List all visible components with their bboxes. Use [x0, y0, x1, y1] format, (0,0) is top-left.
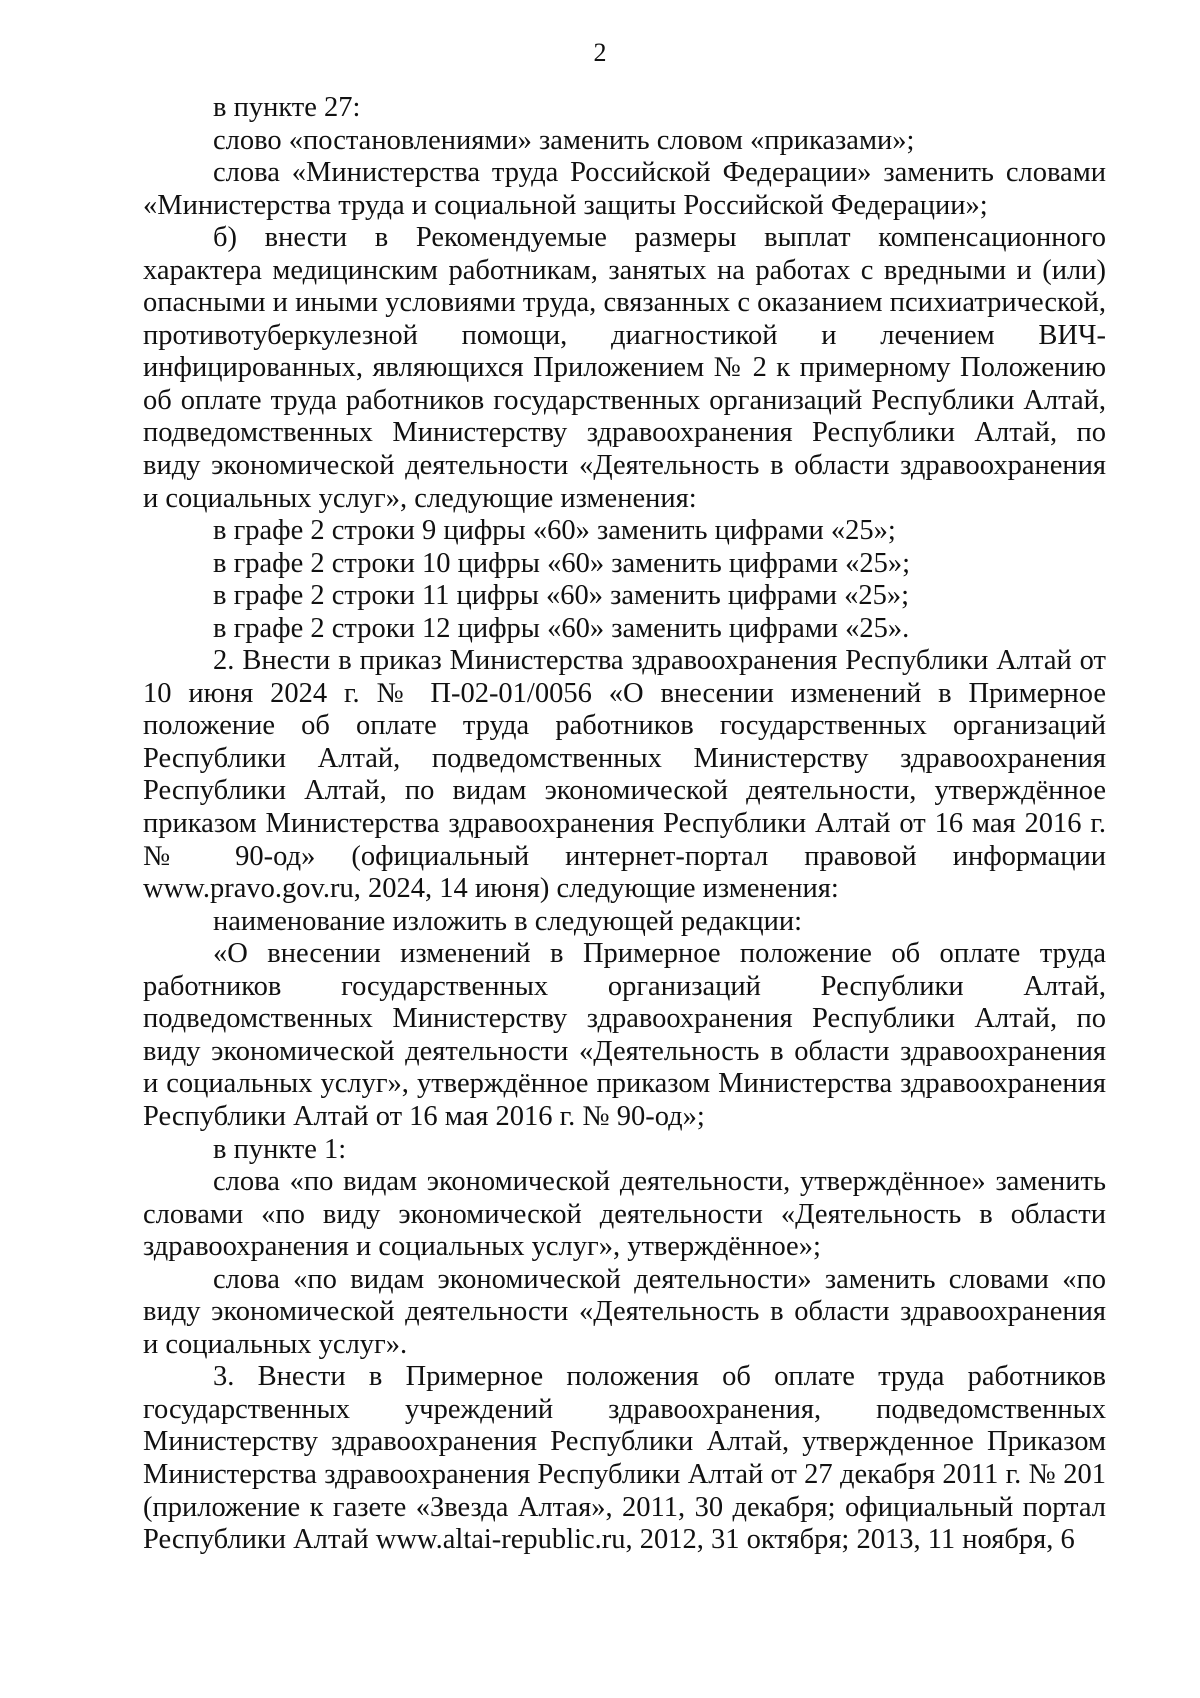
paragraph-row-10-change: в графе 2 строки 10 цифры «60» заменить цифрами «25»;	[213, 547, 911, 579]
paragraph-b-amendments: б) внести в Рекомендуемые размеры выплат компенсационного характера медицинским работникам, занятых на работах с вредными и (или) опасными и иными условиями труда, связанных с оказанием психиатрической, противотуберкулезной помощи, диагностикой и лечением ВИЧ-инфицированных, являющихся Приложением № 2 к примерному Положению об оплате труда работников государственных организаций Республики Алтай, подведомственных Министерству здравоохранения Республики Алтай, по виду экономической деятельности «Деятельность в области здравоохранения и социальных услуг», следующие изменения:	[143, 222, 1106, 514]
paragraph-row-11-change: в графе 2 строки 11 цифры «60» заменить цифрами «25»;	[213, 580, 910, 612]
paragraph-replace-activity-approved: слова «по видам экономической деятельности, утверждённое» заменить словами «по виду экономической деятельности «Деятельность в области здравоохранения и социальных услуг», утверждённое»;	[143, 1166, 1106, 1263]
paragraph-new-title: «О внесении изменений в Примерное положение об оплате труда работников государственных организаций Республики Алтай, подведомственных Министерству здравоохранения Республики Алтай, по виду экономической деятельности «Деятельность в области здравоохранения и социальных услуг», утверждённое приказом Министерства здравоохранения Республики Алтай от 16 мая 2016 г. № 90-од»;	[143, 938, 1106, 1132]
paragraph-section-3: 3. Внести в Примерное положения об оплате труда работников государственных учреждений здравоохранения, подведомственных Министерству здравоохранения Республики Алтай, утвержденное Приказом Министерства здравоохранения Республики Алтай от 27 декабря 2011 г. № 201 (приложение к газете «Звезда Алтая», 2011, 30 декабря; официальный портал Республики Алтай www.altai-republic.ru, 2012, 31 октября; 2013, 11 ноября, 6	[143, 1361, 1106, 1556]
paragraph-row-12-change: в графе 2 строки 12 цифры «60» заменить цифрами «25».	[213, 612, 910, 644]
paragraph-replace-activity-types: слова «по видам экономической деятельности» заменить словами «по виду экономической деятельности «Деятельность в области здравоохранения и социальных услуг».	[143, 1263, 1106, 1360]
paragraph-item-1-intro: в пункте 1:	[213, 1133, 347, 1165]
document-body	[143, 92, 1106, 1557]
paragraph-item-27-intro: в пункте 27:	[213, 92, 361, 123]
paragraph-row-9-change: в графе 2 строки 9 цифры «60» заменить цифрами «25»;	[213, 515, 896, 547]
paragraph-replace-ministry-name: слова «Министерства труда Российской Федерации» заменить словами «Министерства труда и социальной защиты Российской Федерации»;	[143, 157, 1106, 221]
paragraph-title-restatement-intro: наименование изложить в следующей редакции:	[213, 905, 803, 937]
paragraph-replace-postanovleniyami: слово «постановлениями» заменить словом «приказами»;	[213, 124, 915, 156]
paragraph-section-2: 2. Внести в приказ Министерства здравоохранения Республики Алтай от 10 июня 2024 г. № П-02-01/0056 «О внесении изменений в Примерное положение об оплате труда работников государственных организаций Республики Алтай, подведомственных Министерству здравоохранения Республики Алтай, по видам экономической деятельности, утверждённое приказом Министерства здравоохранения Республики Алтай от 16 мая 2016 г. № 90-од» (официальный интернет-портал правовой информации www.pravo.gov.ru, 2024, 14 июня) следующие изменения:	[143, 645, 1106, 905]
page-number: 2	[593, 38, 607, 67]
